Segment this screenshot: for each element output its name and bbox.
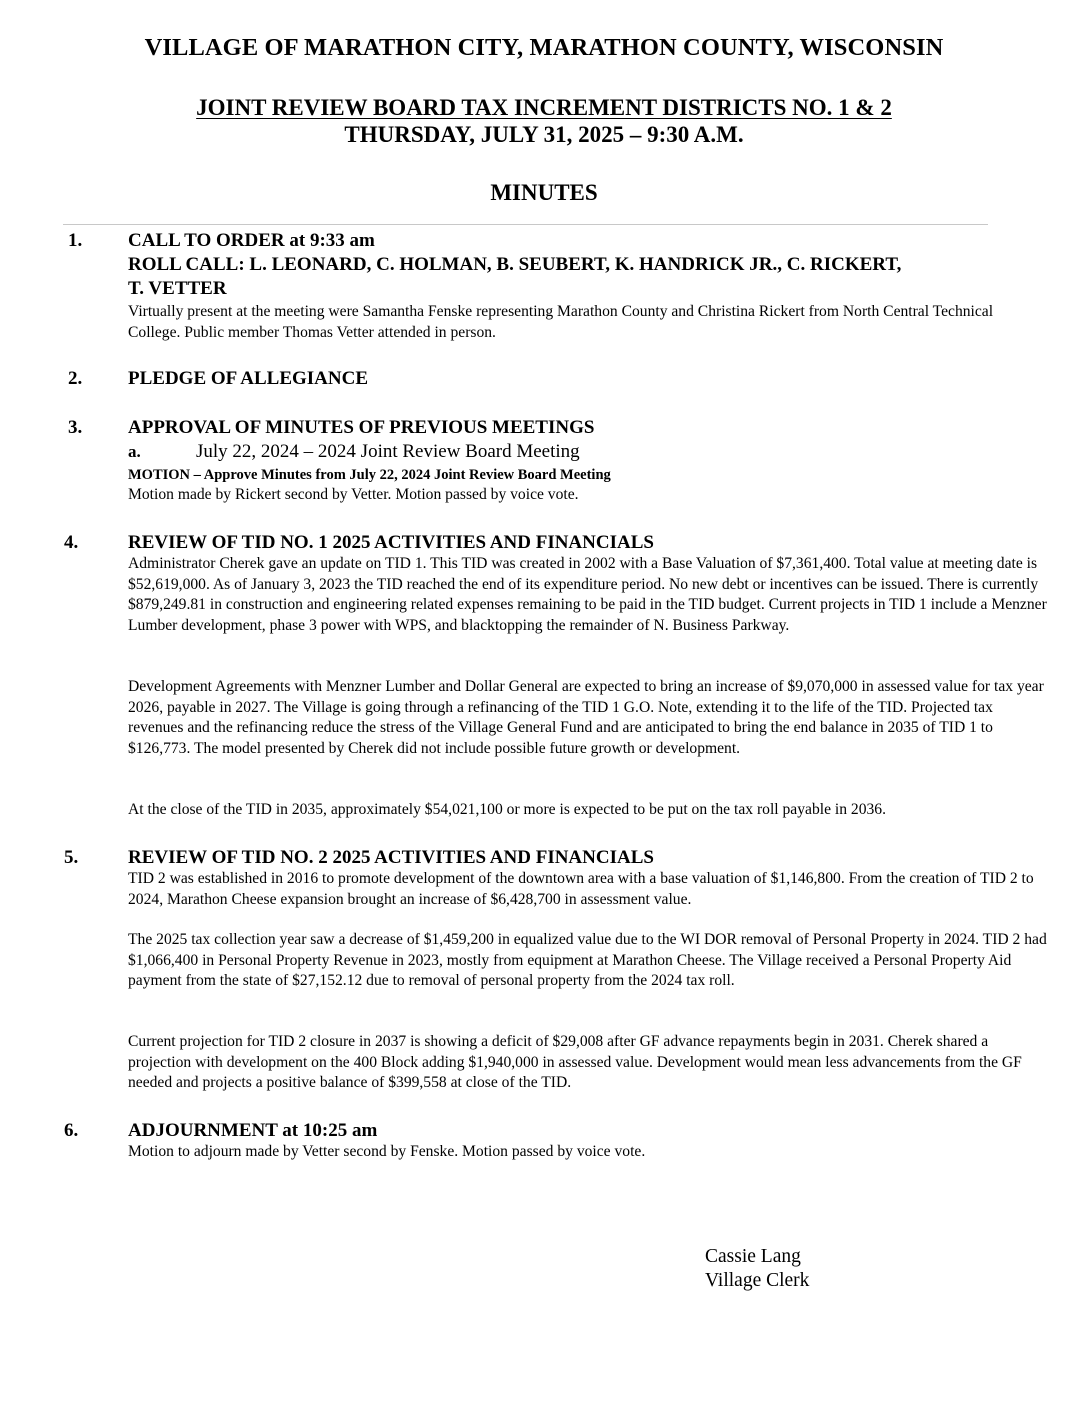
section-6-title: ADJOURNMENT at 10:25 am	[128, 1120, 378, 1141]
meeting-datetime: THURSDAY, JULY 31, 2025 – 9:30 A.M.	[344, 122, 744, 147]
section-5-title: REVIEW OF TID NO. 2 2025 ACTIVITIES AND FINANCIALS	[128, 847, 654, 868]
board-title	[0, 95, 1088, 121]
section-3-motion: MOTION – Approve Minutes from July 22, 2024 Joint Review Board Meeting	[128, 467, 611, 483]
section-1-roll-call-cont: T. VETTER	[128, 278, 227, 299]
section-2-number: 2.	[68, 368, 83, 389]
section-3-number: 3.	[68, 417, 83, 438]
section-6-body: Motion to adjourn made by Vetter second by Fenske. Motion passed by voice vote.	[128, 1143, 646, 1160]
section-6-number: 6.	[64, 1120, 79, 1141]
section-4-paragraph-2: Development Agreements with Menzner Lumber and Dollar General are expected to bring an increase of $9,070,000 in assessed value for tax year 2026, payable in 2027. The Village is going through a refinancing of the TID 1 G.O. Note, extending it to the life of the TID. Projected tax revenues and the refinancing reduce the stress of the Village General Fund and are anticipated to bring the end balance in 2035 of TID 1 to $126,773. The model presented by Cherek did not include possible future growth or development.	[128, 678, 1044, 757]
section-1-body: Virtually present at the meeting were Samantha Fenske representing Marathon County and Christina Rickert from North Central Technical College. Public member Thomas Vetter attended in person.	[128, 303, 994, 341]
signature-name: Cassie Lang	[705, 1246, 801, 1267]
section-4-title: REVIEW OF TID NO. 1 2025 ACTIVITIES AND FINANCIALS	[128, 532, 654, 553]
section-4-paragraph-3: At the close of the TID in 2035, approximately $54,021,100 or more is expected to be put on the tax roll payable in 2036.	[128, 801, 887, 818]
section-3-title: APPROVAL OF MINUTES OF PREVIOUS MEETINGS	[128, 417, 595, 438]
section-1-number: 1.	[68, 230, 83, 251]
section-5-paragraph-2: The 2025 tax collection year saw a decrease of $1,459,200 in equalized value due to the WI DOR removal of Personal Property in 2024. TID 2 had $1,066,400 in Personal Property Revenue in 2023, mostly from equipment at Marathon Cheese. The Village received a Personal Property Aid payment from the state of $27,152.12 due to removal of personal property from the 2024 tax roll.	[128, 931, 1047, 989]
section-5-paragraph-3: Current projection for TID 2 closure in 2037 is showing a deficit of $29,008 after GF advance repayments begin in 2031. Cherek shared a projection with development on the 400 Block adding $1,940,000 in assessed value. Development would mean less advancements from the GF needed and projects a positive balance of $399,558 at close of the TID.	[128, 1033, 1022, 1091]
signature-role: Village Clerk	[705, 1270, 810, 1291]
section-3-item-label: a.	[128, 442, 141, 461]
section-2-title: PLEDGE OF ALLEGIANCE	[128, 368, 369, 389]
header-divider	[63, 224, 988, 225]
section-1-roll-call: ROLL CALL: L. LEONARD, C. HOLMAN, B. SEUBERT, K. HANDRICK JR., C. RICKERT,	[128, 254, 902, 275]
village-title: VILLAGE OF MARATHON CITY, MARATHON COUNTY, WISCONSIN	[144, 34, 944, 61]
section-3-item-a	[128, 441, 580, 463]
section-5-paragraph-1: TID 2 was established in 2016 to promote development of the downtown area with a base valuation of $1,146,800. From the creation of TID 2 to 2024, Marathon Cheese expansion brought an increase of $6,428,700 in assessment value.	[128, 870, 1034, 908]
minutes-heading: MINUTES	[490, 180, 598, 205]
section-1-title: CALL TO ORDER at 9:33 am	[128, 230, 375, 251]
section-5-number: 5.	[64, 847, 79, 868]
board-title-text: JOINT REVIEW BOARD TAX INCREMENT DISTRICTS NO. 1 & 2	[196, 95, 892, 120]
section-3-body: Motion made by Rickert second by Vetter. Motion passed by voice vote.	[128, 486, 579, 503]
section-4-paragraph-1: Administrator Cherek gave an update on TID 1. This TID was created in 2002 with a Base Valuation of $7,361,400. Total value at meeting date is $52,619,000. As of January 3, 2023 the TID reached the end of its expenditure period. No new debt or incentives can be issued. There is currently $879,249.81 in construction and engineering related expenses remaining to be paid in the TID budget. Current projects in TID 1 include a Menzner Lumber development, phase 3 power with WPS, and blacktopping the remainder of N. Business Parkway.	[128, 555, 1047, 634]
section-4-number: 4.	[64, 532, 79, 553]
section-3-item-text: July 22, 2024 – 2024 Joint Review Board Meeting	[196, 441, 580, 462]
